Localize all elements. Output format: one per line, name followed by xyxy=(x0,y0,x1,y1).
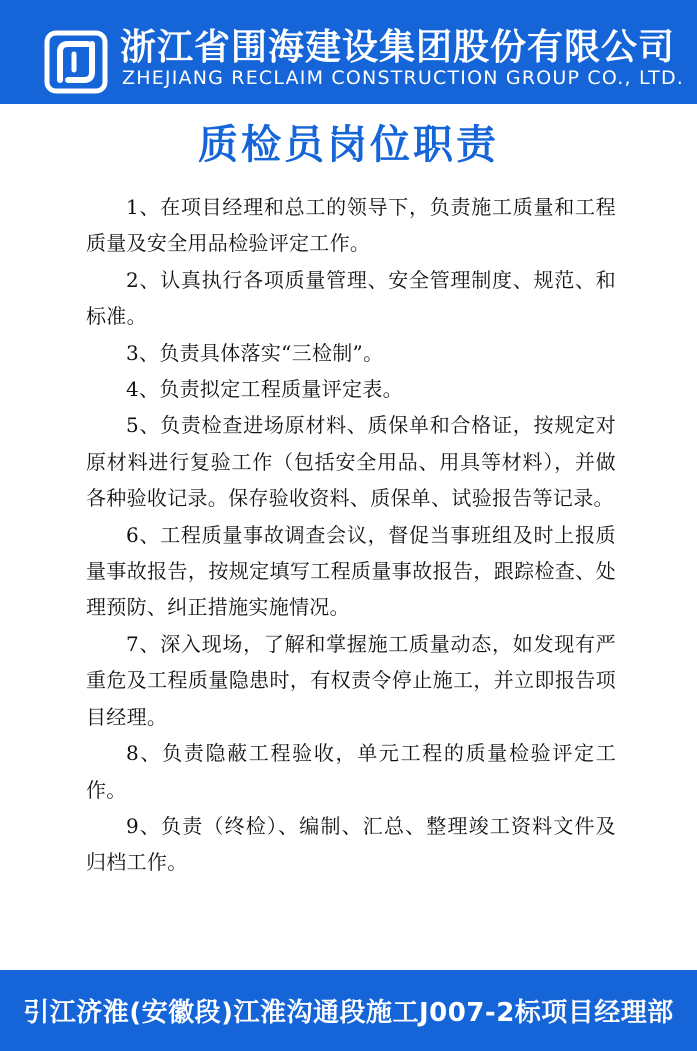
duty-item: 8、负责隐蔽工程验收，单元工程的质量检验评定工作。 xyxy=(86,741,616,802)
duty-item: 9、负责（终检）、编制、汇总、整理竣工资料文件及归档工作。 xyxy=(86,813,616,875)
duty-item: 7、深入现场，了解和掌握施工质量动态，如发现有严重危及工程质量隐患时，有权责令停止施工，并立即报告项目经理。 xyxy=(86,631,616,729)
company-logo-icon xyxy=(44,30,108,94)
duty-list xyxy=(86,189,616,881)
duty-item: 6、工程质量事故调查会议，督促当事班组及时上报质量事故报告，按规定填写工程质量事故报告，跟踪检查、处理预防、纠正措施实施情况。 xyxy=(86,522,616,620)
footer-banner xyxy=(0,970,697,1051)
department-name: 引江济淮(安徽段)江淮沟通段施工J007-2标项目经理部 xyxy=(23,998,674,1028)
company-name-cn: 浙江省围海建设集团股份有限公司 xyxy=(120,27,676,68)
company-name-en: ZHEJIANG RECLAIM CONSTRUCTION GROUP CO., LTD. xyxy=(122,67,685,89)
duty-item: 1、在项目经理和总工的领导下，负责施工质量和工程质量及安全用品检验评定工作。 xyxy=(86,195,616,256)
duty-item: 5、负责检查进场原材料、质保单和合格证，按规定对原材料进行复验工作（包括安全用品、用具等材料），并做各种验收记录。保存验收资料、质保单、试验报告等记录。 xyxy=(86,413,616,511)
duty-item: 3、负责具体落实“三检制”。 xyxy=(126,340,384,365)
page-title: 质检员岗位职责 xyxy=(198,122,499,168)
duty-item: 2、认真执行各项质量管理、安全管理制度、规范、和标准。 xyxy=(86,267,616,329)
header-banner xyxy=(0,0,697,104)
duty-item: 4、负责拟定工程质量评定表。 xyxy=(126,377,403,402)
